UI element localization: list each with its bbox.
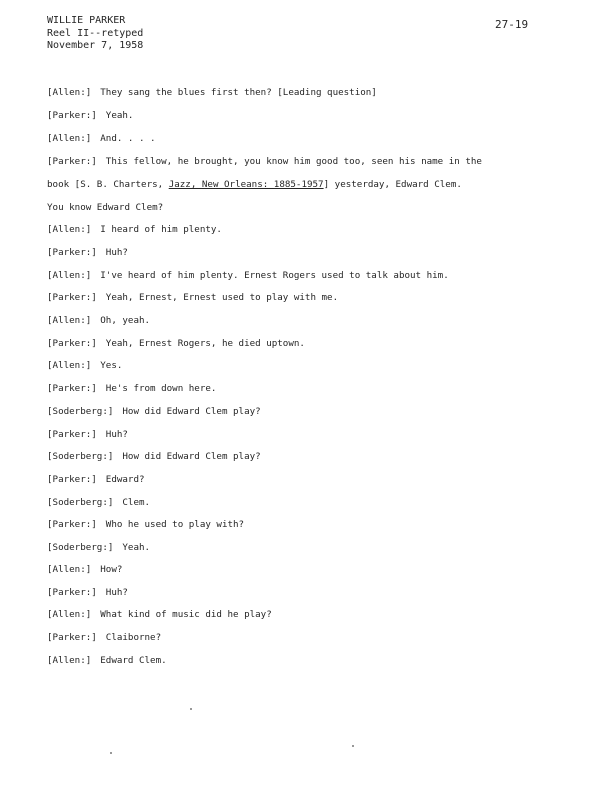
utterance-text: And. . . . bbox=[100, 133, 156, 144]
utterance-text: Huh? bbox=[105, 247, 128, 258]
transcript-line bbox=[47, 156, 482, 168]
transcript-line bbox=[47, 224, 222, 236]
utterance-text: Oh, yeah. bbox=[100, 315, 151, 326]
transcript-line bbox=[47, 406, 261, 418]
utterance-text: Yeah, Ernest Rogers, he died uptown. bbox=[105, 338, 305, 349]
reel-label: Reel II--retyped bbox=[47, 27, 144, 39]
speaker-label: [Soderberg:] bbox=[47, 451, 114, 462]
speaker-label: [Parker:] bbox=[47, 292, 97, 303]
continuation-text: ] yesterday, Edward Clem. bbox=[323, 179, 462, 190]
speaker-label: [Soderberg:] bbox=[47, 542, 114, 553]
speaker-label: [Parker:] bbox=[47, 632, 97, 643]
speaker-label: [Allen:] bbox=[47, 315, 92, 326]
speaker-label: [Parker:] bbox=[47, 519, 97, 530]
transcript-line bbox=[47, 632, 161, 644]
transcript-line bbox=[47, 247, 128, 259]
utterance-text: How did Edward Clem play? bbox=[122, 451, 261, 462]
utterance-text: They sang the blues first then? [Leading question] bbox=[100, 87, 377, 98]
utterance-text: Edward Clem. bbox=[100, 655, 167, 666]
utterance-text: Huh? bbox=[105, 587, 128, 598]
utterance-text: He's from down here. bbox=[105, 383, 217, 394]
transcript-line bbox=[47, 270, 449, 282]
document-header bbox=[47, 15, 143, 53]
speaker-label: [Parker:] bbox=[47, 156, 97, 167]
transcript-line bbox=[47, 429, 128, 441]
transcript-line bbox=[47, 315, 150, 327]
speaker-label: [Parker:] bbox=[47, 338, 97, 349]
speaker-label: [Allen:] bbox=[47, 87, 92, 98]
stray-mark bbox=[190, 708, 192, 710]
speaker-label: [Parker:] bbox=[47, 429, 97, 440]
transcript-line bbox=[47, 338, 305, 350]
transcript-line bbox=[47, 292, 338, 304]
speaker-label: [Allen:] bbox=[47, 655, 92, 666]
interview-date: November 7, 1958 bbox=[47, 40, 144, 51]
book-title-underlined: Jazz, New Orleans: 1885-1957 bbox=[168, 179, 324, 190]
transcript-line bbox=[47, 542, 150, 554]
transcript-line bbox=[47, 451, 261, 463]
speaker-label: [Allen:] bbox=[47, 564, 92, 575]
speaker-label: [Allen:] bbox=[47, 133, 92, 144]
interviewee-name: WILLIE PARKER bbox=[47, 15, 126, 26]
transcript-line bbox=[47, 474, 145, 486]
speaker-label: [Parker:] bbox=[47, 247, 97, 258]
transcript-line bbox=[47, 497, 150, 509]
utterance-text: Yeah. bbox=[122, 542, 151, 553]
continuation-text: book [S. B. Charters, bbox=[47, 179, 169, 190]
speaker-label: [Allen:] bbox=[47, 360, 92, 371]
transcript-continuation-line bbox=[47, 202, 163, 214]
utterance-text: I've heard of him plenty. Ernest Rogers used to talk about him. bbox=[100, 270, 449, 281]
utterance-text: This fellow, he brought, you know him good too, seen his name in the bbox=[105, 156, 482, 167]
transcript-line bbox=[47, 383, 216, 395]
utterance-text: Edward? bbox=[105, 474, 145, 485]
utterance-text: I heard of him plenty. bbox=[100, 224, 222, 235]
utterance-text: Yeah. bbox=[105, 110, 134, 121]
transcript-line bbox=[47, 133, 156, 145]
transcript-line bbox=[47, 519, 244, 531]
page-number: 27-19 bbox=[495, 18, 529, 31]
speaker-label: [Parker:] bbox=[47, 587, 97, 598]
speaker-label: [Parker:] bbox=[47, 110, 97, 121]
transcript-line bbox=[47, 587, 128, 599]
continuation-text: You know Edward Clem? bbox=[47, 202, 164, 213]
transcript-line bbox=[47, 110, 133, 122]
speaker-label: [Allen:] bbox=[47, 609, 92, 620]
transcript-line bbox=[47, 655, 167, 667]
utterance-text: How did Edward Clem play? bbox=[122, 406, 261, 417]
utterance-text: How? bbox=[100, 564, 123, 575]
speaker-label: [Allen:] bbox=[47, 270, 92, 281]
speaker-label: [Parker:] bbox=[47, 474, 97, 485]
utterance-text: Yes. bbox=[100, 360, 123, 371]
speaker-label: [Soderberg:] bbox=[47, 406, 114, 417]
transcript-line bbox=[47, 564, 122, 576]
utterance-text: What kind of music did he play? bbox=[100, 609, 272, 620]
transcript-line bbox=[47, 609, 272, 621]
speaker-label: [Parker:] bbox=[47, 383, 97, 394]
utterance-text: Clem. bbox=[122, 497, 151, 508]
utterance-text: Yeah, Ernest, Ernest used to play with me. bbox=[105, 292, 339, 303]
utterance-text: Huh? bbox=[105, 429, 128, 440]
stray-mark bbox=[110, 752, 112, 754]
transcript-line bbox=[47, 360, 122, 372]
speaker-label: [Soderberg:] bbox=[47, 497, 114, 508]
speaker-label: [Allen:] bbox=[47, 224, 92, 235]
utterance-text: Claiborne? bbox=[105, 632, 162, 643]
utterance-text: Who he used to play with? bbox=[105, 519, 245, 530]
stray-mark bbox=[352, 745, 354, 747]
transcript-continuation-line bbox=[47, 179, 462, 191]
transcript-line bbox=[47, 87, 377, 99]
